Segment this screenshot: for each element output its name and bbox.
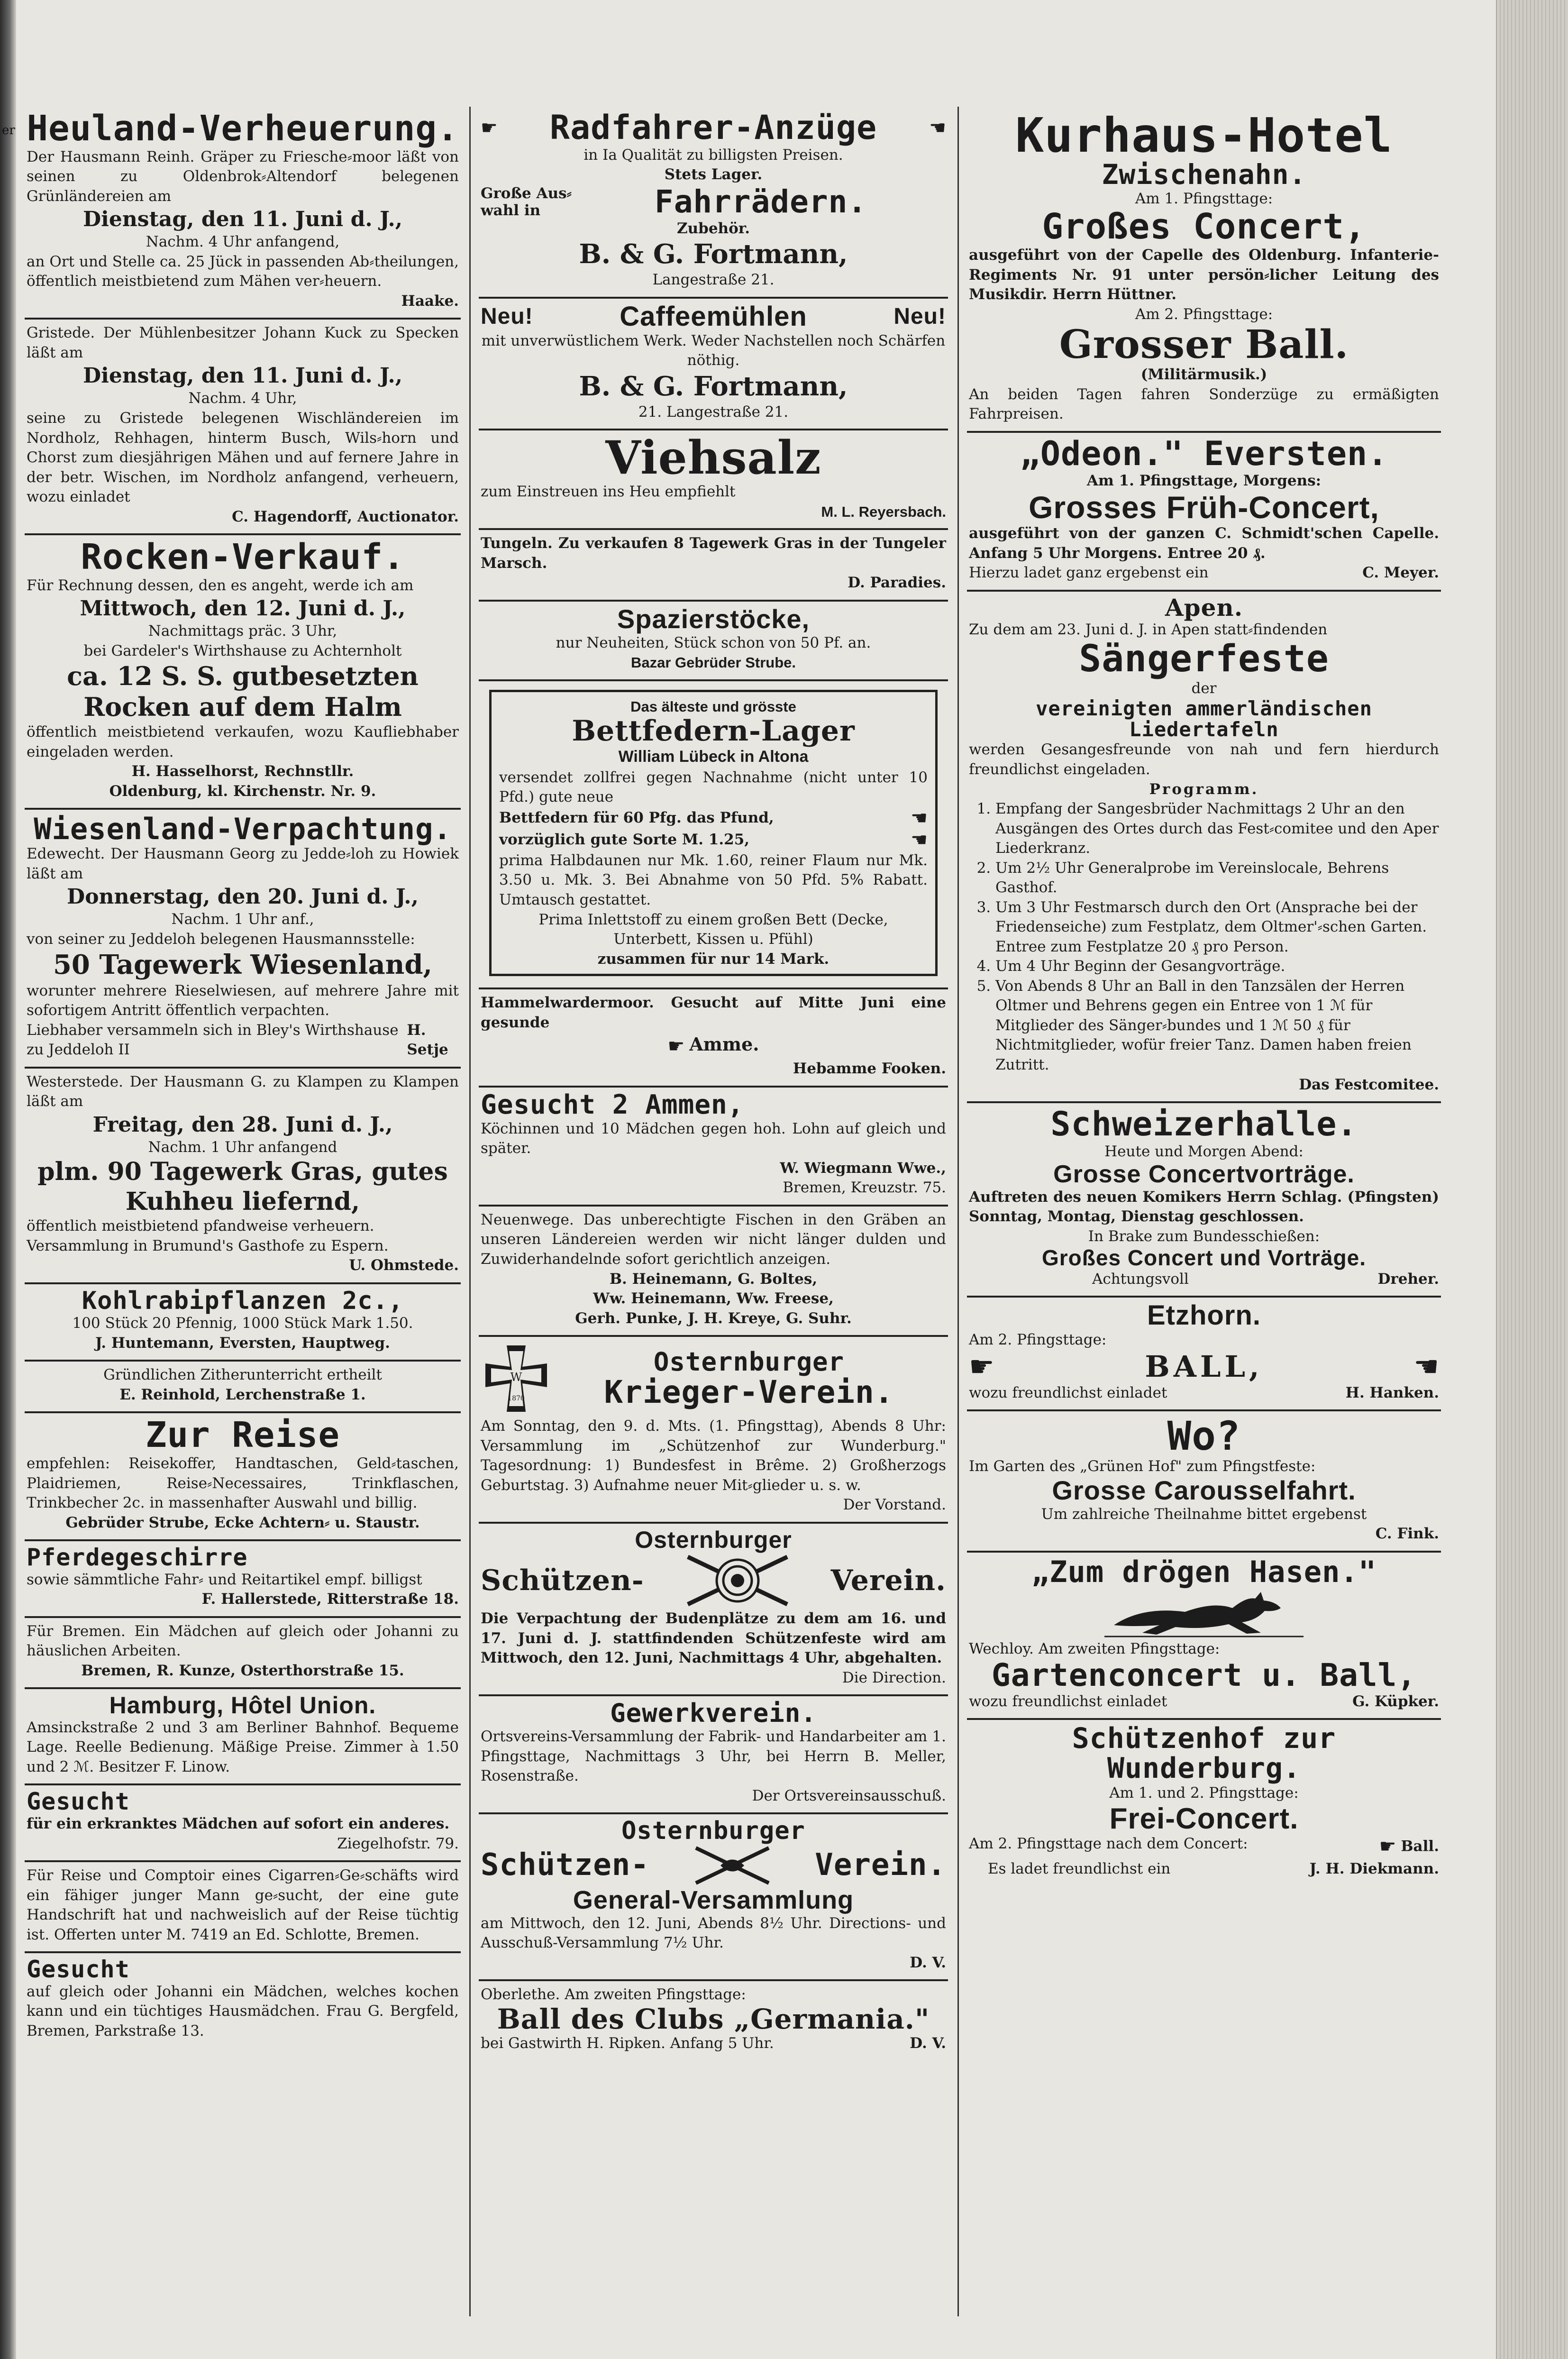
ad-signature: Gerh. Punke, J. H. Kreye, G. Suhr. — [575, 1309, 852, 1327]
ad-signature: Das Festcomitee. — [1299, 1076, 1439, 1093]
ad-body: Liebhaber versammeln sich in Bley's Wirthshause zu Jeddeloh II — [27, 1021, 399, 1059]
ad-gesucht-koechin — [25, 1953, 461, 2048]
ad-body: In Brake zum Bundesschießen: — [1088, 1227, 1320, 1245]
ad-signature: Dreher. — [1377, 1270, 1439, 1288]
ad-zither — [25, 1362, 461, 1413]
ad-day: Am 1. Pfingsttage, Morgens: — [1086, 472, 1322, 490]
ad-title: Radfahrer-Anzüge — [549, 108, 877, 147]
ad-body: Im Garten des „Grünen Hof" zum Pfingstfeste: — [969, 1458, 1316, 1475]
ad-date: Dienstag, den 11. Juni d. J., — [82, 364, 403, 388]
ad-title: Hamburg, Hôtel Union. — [109, 1692, 376, 1719]
ad-signature: B. Heinemann, G. Boltes, — [609, 1270, 818, 1288]
ad-body: Westerstede. Der Hausmann G. zu Klampen zu Klampen läßt am — [27, 1073, 459, 1110]
ad-signature: Die Direction. — [842, 1669, 946, 1686]
ad-signature: G. Küpker. — [1352, 1692, 1439, 1710]
ad-highlight: Amme. — [689, 1033, 759, 1055]
ad-body: Es ladet freundlichst ein — [988, 1860, 1171, 1878]
ad-day: Am 1. Pfingsttage: — [1135, 190, 1273, 207]
ad-body: Große Aus⸗ wahl in — [481, 184, 572, 219]
ad-body: auf gleich oder Johanni ein Mädchen, welches kochen kann und ein tüchtiges Hausmädchen. Frau G. Bergfeld, Bremen, Parkstraße 13. — [27, 1983, 459, 2039]
ad-subtitle: vereinigten ammerländischen Liedertafeln — [1036, 697, 1372, 741]
ad-signature: Ww. Heinemann, Ww. Freese, — [593, 1290, 834, 1308]
ad-hammelwardermoor — [479, 989, 948, 1088]
ad-title: Schweizerhalle. — [1050, 1105, 1358, 1144]
ad-title: Rocken-Verkauf. — [81, 537, 405, 578]
ad-body: Köchinnen und 10 Mädchen gegen hoh. Lohn auf gleich und später. — [481, 1120, 946, 1157]
ad-day: Am 2. Pfingsttage: — [969, 1331, 1107, 1348]
ad-title: Bettfedern-Lager — [572, 714, 855, 748]
ad-gristede — [25, 320, 461, 535]
ad-signature: Haake. — [401, 292, 459, 310]
ad-body: ausgeführt von der Capelle des Oldenburg. Infanterie-Regiments Nr. 91 unter persön⸗licher Leitung des Musikdir. Herrn Hüttner. — [969, 247, 1439, 303]
ad-title: Ball des Clubs „Germania." — [497, 2002, 930, 2035]
ad-title: Kurhaus-Hotel — [1015, 108, 1393, 163]
ad-body: werden Gesangesfreunde von nah und fern hierdurch freundlichst eingeladen. — [969, 741, 1439, 778]
ad-badge: Neu! — [893, 304, 946, 329]
target-crossed-rifles-icon — [683, 1552, 792, 1609]
ad-body: Versammlung in Brumund's Gasthofe zu Espern. — [27, 1237, 389, 1254]
ad-odeon — [967, 433, 1441, 592]
ad-title: „Odeon." Eversten. — [1020, 434, 1388, 473]
ad-body: an Ort und Stelle ca. 25 Jück in passenden Ab⸗theilungen, öffentlich meistbietend zum Mähen ver⸗heuern. — [27, 253, 459, 290]
ad-day: Heute und Morgen Abend: — [1104, 1143, 1304, 1160]
ad-body: Zu dem am 23. Juni d. J. in Apen statt⸗findenden — [969, 621, 1328, 639]
program-list — [969, 799, 1439, 1075]
ad-schuetzen-verein-2 — [479, 1814, 948, 1981]
ad-title: Gewerkverein. — [610, 1698, 817, 1728]
column-rule-2 — [957, 107, 959, 2316]
ad-date: Dienstag, den 11. Juni d. J., — [82, 207, 403, 232]
ad-pferdegeschirre — [25, 1541, 461, 1618]
pointing-hand-right-icon: ☛ — [1379, 1835, 1396, 1857]
ad-highlight: plm. 90 Tagewerk Gras, gutes Kuhheu liefernd, — [37, 1157, 448, 1216]
ad-signature: Oldenburg, kl. Kirchenstr. Nr. 9. — [109, 782, 376, 800]
ad-body: Oberlethe. Am zweiten Pfingsttage: — [481, 1986, 746, 2003]
ad-highlight: Grosses Früh-Concert, — [1029, 489, 1379, 525]
ad-hamburg — [25, 1689, 461, 1785]
ad-ammen — [479, 1088, 948, 1207]
ad-apen-saengerfest — [967, 592, 1441, 1103]
ad-kurhaus-hotel — [967, 107, 1441, 433]
pointing-hand-right-icon: ☛ — [481, 117, 498, 139]
ad-signature: Hebamme Fooken. — [793, 1060, 946, 1078]
ad-subtitle: Zubehör. — [676, 219, 750, 237]
ad-body: Hierzu ladet ganz ergebenst ein — [969, 564, 1209, 582]
column-right — [967, 107, 1441, 2316]
ad-signature: H. Hasselhorst, Rechnstllr. — [131, 763, 354, 780]
cross-year: 1870 — [508, 1395, 525, 1403]
ad-title: Osternburger — [653, 1347, 845, 1377]
ad-body: Für Bremen. Ein Mädchen auf gleich oder Johanni zu häuslichen Arbeiten. — [27, 1622, 459, 1660]
ad-rocken — [25, 535, 461, 810]
ad-body: versendet zollfrei gegen Nachnahme (nicht unter 10 Pfd.) gute neue — [499, 768, 928, 806]
ad-title: Wiesenland-Verpachtung. — [34, 812, 452, 847]
ad-time: Nachm. 1 Uhr anfangend — [148, 1138, 337, 1156]
ad-signature: C. Hagendorff, Auctionator. — [232, 508, 459, 525]
ad-signature: B. & G. Fortmann, — [579, 238, 848, 270]
ad-date: Donnerstag, den 20. Juni d. J., — [67, 885, 419, 909]
page-binding — [0, 0, 16, 2359]
ad-time: Nachm. 1 Uhr anf., — [171, 911, 314, 928]
ad-highlight: Großes Concert und Vorträge. — [1041, 1245, 1367, 1271]
ad-signature: F. Hallerstede, Ritterstraße 18. — [201, 1591, 459, 1608]
ad-day: Am 1. und 2. Pfingsttage: — [1109, 1784, 1299, 1802]
ad-signature: C. Fink. — [1375, 1525, 1439, 1543]
ad-caffeemuehlen — [479, 299, 948, 431]
ad-time: Nachmittags präc. 3 Uhr, — [148, 622, 337, 640]
ad-body: Achtungsvoll — [1092, 1270, 1189, 1288]
ad-schuetzen-verein-1 — [479, 1524, 948, 1697]
ad-date: Mittwoch, den 12. Juni d. J., — [80, 596, 406, 621]
column-rule-1 — [469, 107, 471, 2316]
ad-body: Edewecht. Der Hausmann Georg zu Jedde⸗loh zu Howiek läßt am — [27, 845, 459, 882]
ad-title: Etzhorn. — [1147, 1300, 1261, 1331]
program-item: 3. Um 3 Uhr Festmarsch durch den Ort (Ansprache bei der Friedenseiche) zum Festplatz, dem Oltmer'⸗schen Garten. Entree zum Festplatze 20 ₰ pro Person. — [995, 898, 1439, 957]
ad-heuland — [25, 107, 461, 320]
ad-spazierstoecke — [479, 602, 948, 681]
ad-body: bei Gastwirth H. Ripken. Anfang 5 Uhr. — [481, 2034, 774, 2052]
ad-cigarren — [25, 1862, 461, 1953]
ad-krieger-verein — [479, 1337, 948, 1524]
ad-reise — [25, 1413, 461, 1541]
pointing-hand-right-icon: ☛ — [667, 1035, 685, 1057]
ad-subtitle: Das älteste und grösste — [630, 698, 796, 715]
ad-signature: D. V. — [910, 1954, 946, 1971]
ad-signature: Gebrüder Strube, Ecke Achtern⸗ u. Staustr. — [65, 1514, 420, 1531]
ad-date: Freitag, den 28. Juni d. J., — [92, 1112, 393, 1137]
ad-body: bei Gardeler's Wirthshause zu Achternholt — [83, 642, 402, 659]
ad-title: Zur Reise — [146, 1415, 340, 1456]
program-item: 4. Um 4 Uhr Beginn der Gesangvorträge. — [995, 957, 1439, 977]
pointing-hand-right-icon: ☛ — [969, 1350, 994, 1383]
ad-title: Krieger-Verein. — [604, 1373, 894, 1410]
ad-time: Nachm. 4 Uhr, — [188, 390, 297, 407]
ad-highlight: Fahrrädern. — [654, 183, 867, 220]
pointing-hand-left-icon: ☚ — [911, 829, 928, 851]
ad-etzhorn — [967, 1298, 1441, 1411]
ad-schuetzenhof — [967, 1720, 1441, 1886]
ad-title: „Zum drögen Hasen." — [1031, 1554, 1377, 1589]
ad-body: Gristede. Der Mühlenbesitzer Johann Kuck zu Specken läßt am — [27, 324, 459, 361]
ad-signature: Bremen, Kreuzstr. 75. — [783, 1179, 946, 1197]
ad-body: in Ia Qualität zu billigsten Preisen. — [583, 146, 843, 164]
ad-body: öffentlich meistbietend pfandweise verheuern. — [27, 1217, 374, 1235]
ad-body: Neuenwege. Das unberechtigte Fischen in den Gräben an unseren Ländereien werden wir nicht länger dulden und Zuwiderhandelnde sofort gerichtlich anzeigen. — [481, 1211, 946, 1268]
program-item: 2. Um 2½ Uhr Generalprobe im Vereinslocale, Behrens Gasthof. — [995, 859, 1439, 898]
ad-highlight: Großes Concert, — [1042, 206, 1366, 247]
ad-schweizerhalle — [967, 1103, 1441, 1298]
edge-fragment-text: er — [2, 123, 15, 137]
ad-signature: W. Wiegmann Wwe., — [780, 1159, 946, 1177]
ad-signature: J. H. Diekmann. — [1309, 1860, 1439, 1878]
ad-highlight: Gartenconcert u. Ball, — [991, 1657, 1417, 1694]
pointing-hand-left-icon: ☚ — [1413, 1350, 1439, 1383]
ad-body: nur Neuheiten, Stück schon von 50 Pf. an. — [556, 634, 871, 651]
ad-club-germania — [479, 1981, 948, 2060]
ad-viehsalz — [479, 430, 948, 530]
ad-price-line: Prima Inlettstoff zu einem großen Bett (Decke, Unterbett, Kissen u. Pfühl) — [538, 911, 888, 948]
ad-title: Osternburger — [635, 1526, 792, 1553]
ad-subtitle: Zwischenahn. — [1102, 158, 1306, 191]
ad-highlight: Grosse Concertvorträge. — [1053, 1161, 1355, 1189]
ad-time: Nachm. 4 Uhr anfangend, — [146, 233, 340, 251]
ad-signature: J. Huntemann, Eversten, Hauptweg. — [95, 1334, 390, 1352]
ad-signature: H. Setje — [407, 1021, 448, 1059]
ad-signature: Der Ortsvereinsausschuß. — [752, 1787, 946, 1804]
iron-cross-icon — [481, 1341, 552, 1417]
ad-highlight: BALL, — [1145, 1349, 1263, 1384]
ad-subtitle: (Militärmusik.) — [1140, 366, 1267, 384]
program-heading: Programm. — [1149, 780, 1259, 798]
ad-signature: Bremen, R. Kunze, Osterthorstraße 15. — [81, 1662, 404, 1679]
ad-signature: E. Reinhold, Lerchenstraße 1. — [119, 1386, 366, 1403]
crossed-rifles-icon — [692, 1844, 773, 1887]
ad-title: Caffeemühlen — [620, 301, 807, 332]
column-left — [25, 107, 461, 2316]
ad-signature: Der Vorstand. — [843, 1496, 946, 1514]
column-middle — [479, 107, 948, 2316]
ad-highlight: Grosse Carousselfahrt. — [1052, 1475, 1356, 1505]
ad-body: der — [1191, 679, 1217, 697]
ad-tungeln — [479, 530, 948, 602]
ad-title: Kohlrabipflanzen 2c., — [82, 1286, 404, 1315]
ad-title: Apen. — [1165, 593, 1243, 622]
ad-price-line: prima Halbdaunen nur Mk. 1.60, reiner Flaum nur Mk. 3.50 u. Mk. 3. Bei Abnahme von 50 Pfd. 5% Rabatt. Umtausch gestattet. — [499, 851, 928, 908]
ad-signature: H. Hanken. — [1345, 1384, 1439, 1401]
ad-highlight: Grosser Ball. — [1059, 322, 1349, 368]
ad-westerstede — [25, 1069, 461, 1284]
ad-body: von seiner zu Jeddeloh belegenen Hausmannsstelle: — [27, 930, 415, 948]
ad-title: Heuland-Verheuerung. — [27, 108, 459, 149]
ad-address: Langestraße 21. — [652, 271, 775, 289]
ad-signature: D. Paradies. — [848, 574, 946, 592]
ad-body: Am Sonntag, den 9. d. Mts. (1. Pfingsttag), Abends 8 Uhr: Versammlung im „Schützenhof zur Wunderburg." Tagesordnung: 1) Bundesfest in Brême. 2) Großherzogs Geburtstag. 3) Aufnahme neuer Mit⸗glieder u. s. w. — [481, 1417, 946, 1494]
ad-subtitle: Stets Lager. — [664, 166, 763, 183]
ad-body: Für Reise und Comptoir eines Cigarren⸗Ge⸗schäfts wird ein fähiger junger Mann ge⸗sucht, der eine gute Handschrift hat und nachweislich auf der Reise tüchtig ist. Offerten unter M. 7419 an Ed. Schlotte, Bremen. — [27, 1867, 459, 1943]
ad-body: Am 2. Pfingsttage nach dem Concert: — [969, 1835, 1248, 1852]
ad-body: am Mittwoch, den 12. Juni, Abends 8½ Uhr. Directions- und Ausschuß-Versammlung 7½ Uhr. — [481, 1914, 946, 1952]
ad-title: Gesucht 2 Ammen, — [481, 1089, 744, 1121]
ad-signature: U. Ohmstede. — [349, 1257, 459, 1274]
ad-body: sowie sämmtliche Fahr⸗ und Reitartikel empf. billigst — [27, 1571, 422, 1588]
ad-body: Auftreten des neuen Komikers Herrn Schlag. (Pfingsten) Sonntag, Montag, Dienstag geschlossen. — [969, 1188, 1439, 1225]
ad-signature: D. V. — [910, 2034, 946, 2052]
ad-price-line: Bettfedern für 60 Pfg. das Pfund, — [499, 809, 774, 827]
ad-gesucht-maedchen — [25, 1785, 461, 1862]
ad-signature: C. Meyer. — [1362, 564, 1439, 582]
ad-body: worunter mehrere Rieselwiesen, auf mehrere Jahre mit sofortigem Antritt öffentlich verpachten. — [27, 982, 459, 1019]
ad-title: Verein. — [815, 1847, 946, 1883]
ad-body: für ein erkranktes Mädchen auf sofort ein anderes. — [27, 1815, 450, 1832]
ad-highlight: 50 Tagewerk Wiesenland, — [53, 949, 433, 981]
ad-signature: Ziegelhofstr. 79. — [337, 1835, 459, 1852]
ad-body: Die Verpachtung der Budenplätze zu dem am 16. und 17. Juni d. J. stattfindenden Schützenfeste wird am Mittwoch, den 12. Juni, Nachmittags 4 Uhr, abgehalten. — [481, 1610, 946, 1667]
bettfedern-frame — [489, 690, 938, 976]
program-item: 1. Empfang der Sangesbrüder Nachmittags 2 Uhr an den Ausgängen des Ortes durch das Fest⸗comitee und den Aper Liederkranz. — [995, 799, 1439, 859]
ad-highlight: ca. 12 S. S. gutbesetzten Rocken auf dem Halm — [67, 661, 419, 722]
ad-droegen-hasen — [967, 1553, 1441, 1720]
ad-title: Osternburger — [621, 1817, 805, 1846]
ad-body: zum Einstreuen ins Heu empfiehlt — [481, 483, 736, 501]
ad-signature: B. & G. Fortmann, — [579, 370, 848, 402]
cross-letter: W — [510, 1371, 522, 1384]
ad-title: Gesucht — [27, 1788, 130, 1816]
ad-title: Schützen- — [481, 1564, 644, 1597]
ad-body: Hammelwardermoor. Gesucht auf Mitte Juni eine gesunde — [481, 994, 946, 1031]
ad-bremen — [25, 1618, 461, 1690]
ad-title: Wo? — [1167, 1413, 1241, 1460]
ad-body: seine zu Gristede belegenen Wischländereien im Nordholz, Rehhagen, hinterm Busch, Wils⸗horn und Chorst zum diesjährigen Mähen und auf fernere Jahre in der betr. Wischen, im Nordholz anfangend, verheuern, wozu einladet — [27, 410, 459, 506]
ad-body: Um zahlreiche Theilnahme bittet ergebenst — [1041, 1505, 1367, 1523]
ad-neuenwege — [479, 1207, 948, 1337]
ad-body: Gründlichen Zitherunterricht ertheilt — [103, 1366, 382, 1384]
ad-body: Der Hausmann Reinh. Gräper zu Friesche⸗moor läßt von seinen zu Oldenbrok⸗Altendorf belegenen Grünländereien am — [27, 148, 459, 205]
pointing-hand-left-icon: ☚ — [911, 807, 928, 829]
ad-highlight: General-Versammlung — [573, 1885, 854, 1914]
ad-radfahrer — [479, 107, 948, 299]
ad-address: 21. Langestraße 21. — [638, 403, 789, 421]
ad-kohlrabi — [25, 1284, 461, 1362]
ad-wo — [967, 1411, 1441, 1553]
ad-price-line: vorzüglich gute Sorte M. 1.25, — [499, 831, 750, 849]
ad-day: Wechloy. Am zweiten Pfingsttage: — [969, 1640, 1220, 1657]
ad-body: 100 Stück 20 Pfennig, 1000 Stück Mark 1.50. — [72, 1315, 413, 1332]
ad-signature: Bazar Gebrüder Strube. — [631, 654, 796, 671]
ad-highlight: Frei-Concert. — [1109, 1802, 1299, 1835]
ad-subtitle: William Lübeck in Altona — [618, 748, 809, 766]
ad-title: Gesucht — [27, 1956, 130, 1984]
pointing-hand-left-icon: ☚ — [929, 117, 946, 139]
ad-body: mit unverwüstlichem Werk. Weder Nachstellen noch Schärfen nöthig. — [481, 332, 946, 369]
ad-signature: M. L. Reyersbach. — [821, 503, 946, 520]
ad-bettfedern — [479, 681, 948, 989]
program-item: 5. Von Abends 8 Uhr an Ball in den Tanzsälen der Herren Oltmer und Behrens gegen ein Entree von 1 ℳ für Mitglieder des Sänger⸗bundes und 1 ℳ 50 ₰ für Nichtmitglieder, wofür freier Tanz. Damen haben freien Zutritt. — [995, 977, 1439, 1075]
ad-body: wozu freundlichst einladet — [969, 1692, 1167, 1710]
ad-gewerkverein — [479, 1696, 948, 1814]
ad-title: Pferdegeschirre — [27, 1544, 248, 1572]
ad-body: ausgeführt von der ganzen C. Schmidt'schen Capelle. Anfang 5 Uhr Morgens. Entree 20 ₰. — [969, 525, 1439, 562]
ad-highlight: Sängerfeste — [1079, 637, 1329, 680]
ad-body: wozu freundlichst einladet — [969, 1384, 1167, 1401]
ad-body: öffentlich meistbietend verkaufen, wozu Kaufliebhaber eingeladen werden. — [27, 723, 459, 760]
ad-title: Viehsalz — [605, 431, 821, 485]
ad-wiesenland — [25, 810, 461, 1069]
page-edge-stack — [1496, 0, 1568, 2359]
ad-day: Am 2. Pfingsttage: — [1135, 305, 1273, 323]
ad-badge: Neu! — [481, 304, 533, 329]
ad-title: Schützen- — [481, 1847, 649, 1883]
ad-body: Für Rechnung dessen, den es angeht, werde ich am — [27, 576, 414, 594]
ad-title: Schützenhof zur Wunderburg. — [1072, 1722, 1336, 1785]
ad-highlight: Ball. — [1401, 1838, 1439, 1855]
running-hare-icon — [1104, 1587, 1304, 1639]
ad-body: Ortsvereins-Versammlung der Fabrik- und Handarbeiter am 1. Pfingsttage, Nachmittags 3 Uhr, bei Herrn B. Meller, Rosenstraße. — [481, 1728, 946, 1785]
ad-body: Tungeln. Zu verkaufen 8 Tagewerk Gras in der Tungeler Marsch. — [481, 535, 946, 572]
ad-title: Spazierstöcke, — [617, 603, 810, 634]
ad-price-line: zusammen für nur 14 Mark. — [597, 950, 830, 968]
ad-body: empfehlen: Reisekoffer, Handtaschen, Geld⸗taschen, Plaidriemen, Reise⸗Necessaires, Trinkflaschen, Trinkbecher 2c. in massenhafter Auswahl und billig. — [27, 1455, 459, 1512]
ad-body: An beiden Tagen fahren Sonderzüge zu ermäßigten Fahrpreisen. — [969, 385, 1439, 423]
ad-title: Verein. — [830, 1564, 946, 1597]
ad-body: Amsinckstraße 2 und 3 am Berliner Bahnhof. Bequeme Lage. Reelle Bedienung. Mäßige Preise. Zimmer à 1.50 und 2 ℳ. Besitzer F. Linow. — [27, 1719, 459, 1775]
